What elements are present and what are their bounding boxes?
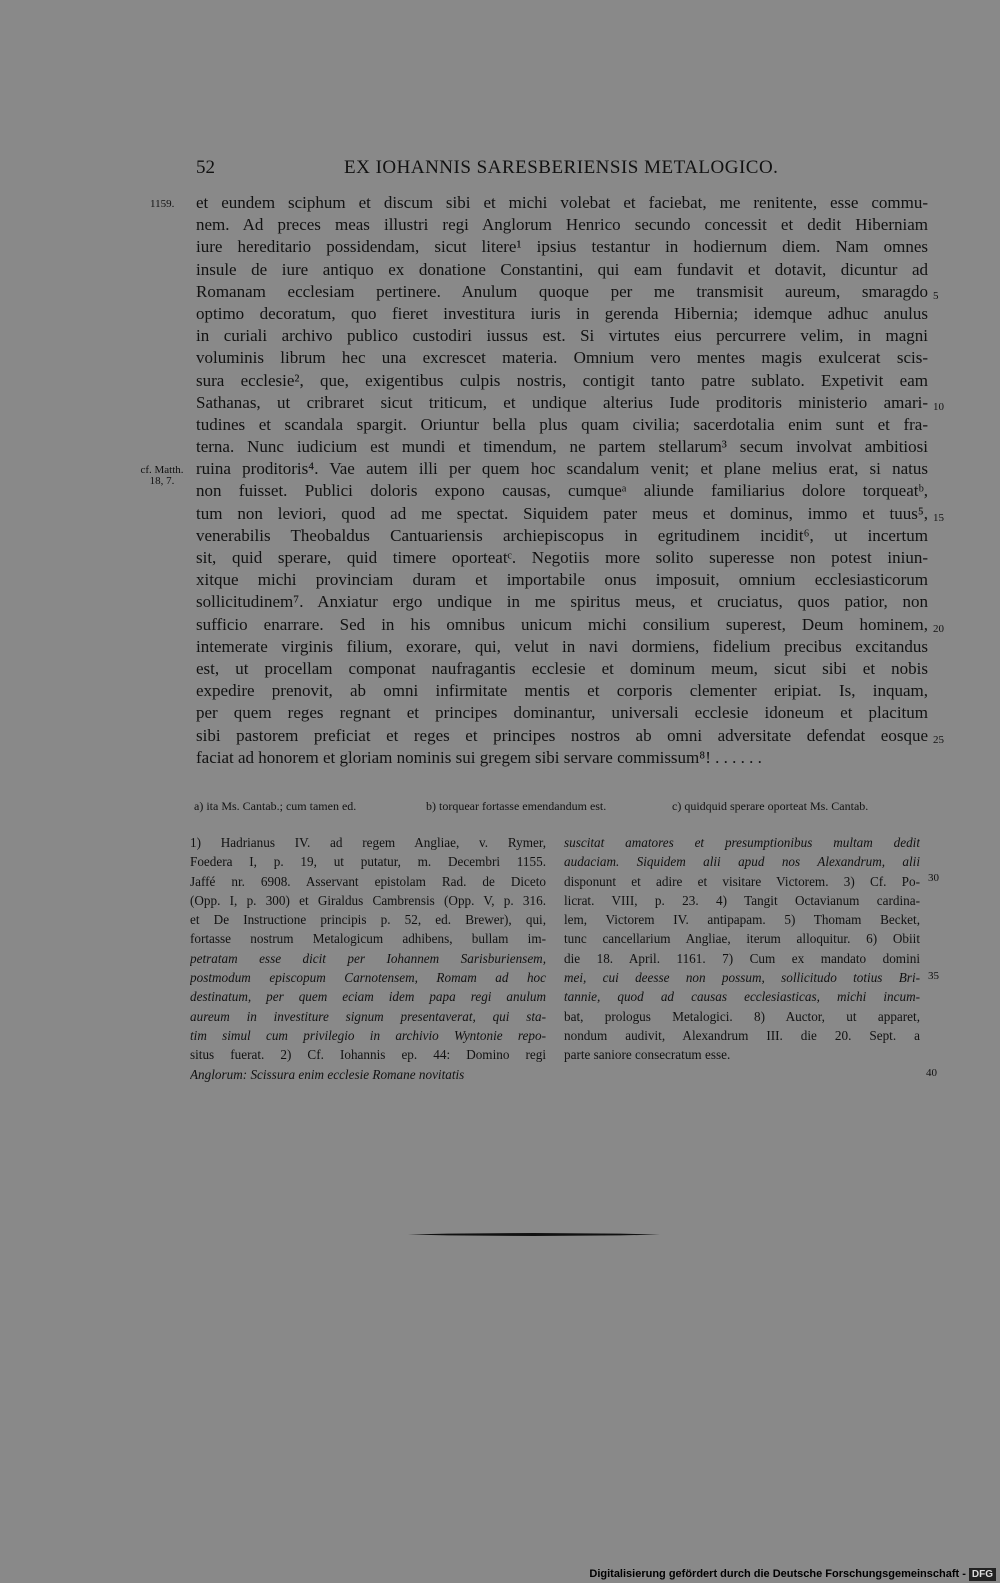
footnote-line: die 18. April. 1161. 7) Cum ex mandato domini — [564, 950, 920, 966]
variant-note-a: a) ita Ms. Cantab.; cum tamen ed. — [194, 799, 357, 813]
text-line: sibi pastorem preficiat et reges et principes nostros ab omni adversitate defendat eosque — [196, 725, 928, 745]
footnote-line: Anglorum: Scissura enim ecclesie Romane novitatis — [190, 1066, 465, 1082]
text-line: nem. Ad preces meas illustri regi Anglorum Henrico secundo concessit et dedit Hiberniam — [196, 215, 928, 235]
footnote-line: 1) Hadrianus IV. ad regem Angliae, v. Rymer, — [190, 835, 546, 850]
footnote-line: mei, cui deesse non possum, sollicitudo totius Bri- — [564, 970, 920, 986]
margin-reference — [134, 465, 190, 487]
line-number-20: 20 — [933, 623, 944, 635]
line-number-15: 15 — [933, 512, 944, 524]
text-line: voluminis librum hec una excrescet materia. Omnium vero mentes magis exulcerat scis- — [196, 348, 928, 368]
footnote-line: suscitat amatores et presumptionibus multam dedit — [564, 835, 920, 850]
text-line: sufficio enarrare. Sed in his omnibus unicum michi consilium superest, Deum hominem, — [196, 614, 928, 634]
margin-reference-line: 18, 7. — [149, 475, 175, 487]
variant-note-b: b) torquear fortasse emendandum est. — [426, 799, 607, 813]
margin-year: 1159. — [150, 198, 175, 210]
text-line: Sathanas, ut cribraret sicut triticum, et undique alterius Iude proditoris ministerio amari- — [196, 392, 928, 412]
text-line: est, ut procellam componat naufragantis ecclesie et dominum meum, sicut sibi et nobis — [196, 658, 928, 678]
footnote-line: bat, prologus Metalogici. 8) Auctor, ut apparet, — [564, 1008, 920, 1024]
text-line: xitque michi provinciam duram et importabile onus imposuit, omnium ecclesiasticorum — [196, 570, 928, 590]
text-line: non fuisset. Publici doloris expono causas, cumqueᵃ aliunde familiarius dolore torqueatᵇ, — [196, 481, 928, 501]
text-line: faciat ad honorem et gloriam nominis sui gregem sibi servare commissum⁸! . . . . . . — [196, 747, 762, 767]
footnote-line: disponunt et adire et visitare Victorem. 3) Cf. Po- — [564, 873, 920, 889]
text-line: sollicitudinem⁷. Anxiatur ergo undique in me spiritus meus, et cruciatus, quos patior, non — [196, 592, 928, 612]
footnote-line: lem, Victorem IV. antipapam. 5) Thomam Becket, — [564, 912, 920, 928]
text-line: tudines et scandala spargit. Oriuntur bella plus quam civilia; sacerdotalia enim sunt et fra- — [196, 414, 928, 434]
footnote-line: tim simul cum privilegio in archivio Wyntonie repo- — [190, 1027, 546, 1043]
margin-reference-line: cf. Matth. — [140, 464, 184, 476]
footnote-line: aureum in investiture signum presentaverat, qui sta- — [190, 1008, 546, 1024]
footnote-line: tunc cancellarium Angliae, iterum alloquitur. 6) Obiit — [564, 931, 920, 947]
footnote-line: (Opp. I, p. 300) et Giraldus Cambrensis (Opp. V, p. 316. — [190, 892, 546, 908]
text-line: terna. Nunc iudicium est mundi et timendum, ne partem stellarum³ secum involvat ambitiosi — [196, 437, 928, 457]
footnote-line: fortasse nostrum Metalogicum adhibens, bullam im- — [190, 931, 546, 947]
main-text — [196, 192, 928, 769]
footnote-line: tannie, quod ad causas ecclesiasticas, michi incum- — [564, 989, 920, 1005]
footnote-line: licrat. VIII, p. 23. 4) Tangit Octavianum cardina- — [564, 892, 920, 908]
footnote-line: et De Instructione principis p. 52, ed. Brewer), qui, — [190, 912, 546, 928]
footnote-line-number-30: 30 — [928, 872, 939, 884]
text-line: insule de iure antiquo ex donatione Constantini, qui eam fundavit et dotavit, dicuntur ad — [196, 259, 928, 279]
footnote-line-number-35: 35 — [928, 970, 939, 982]
footnotes-left-column — [190, 833, 546, 1084]
footnote-line: audaciam. Siquidem alii apud nos Alexandrum, alii — [564, 854, 920, 870]
text-line: tum non leviori, quod ad me spectat. Siquidem pater meus et dominus, immo et tuus⁵, — [196, 503, 928, 523]
footnote-line: Foedera I, p. 19, ut putatur, m. Decembri 1155. — [190, 854, 546, 870]
line-number-10: 10 — [933, 401, 944, 413]
text-line: et eundem sciphum et discum sibi et michi volebat et faciebat, me renitente, esse commu- — [196, 193, 928, 212]
footnote-line: parte saniore consecratum esse. — [564, 1047, 731, 1063]
text-line: Romanam ecclesiam pertinere. Anulum quoque per me transmisit aureum, smaragdo — [196, 281, 928, 301]
footnote-line: petratam esse dicit per Iohannem Sarisburiensem, — [190, 950, 546, 966]
text-line: per quem reges regnant et principes dominantur, universali ecclesie idoneum et placitum — [196, 703, 928, 723]
text-line: sura ecclesie², que, exigentibus culpis nostris, contigit tanto patre sublato. Expetivit eam — [196, 370, 928, 390]
footnote-line: Jaffé nr. 6908. Asservant epistolam Rad. de Diceto — [190, 873, 546, 889]
dfg-logo: DFG — [969, 1568, 996, 1581]
footnote-line-number-40: 40 — [926, 1067, 937, 1079]
text-line: iure hereditario possidendam, sicut litere¹ ipsius testantur in hodiernum diem. Nam omnes — [196, 237, 928, 257]
digitization-footer — [589, 1568, 996, 1581]
line-number-5: 5 — [933, 290, 939, 302]
running-title: EX IOHANNIS SARESBERIENSIS METALOGICO. — [344, 157, 779, 178]
text-line: expedire prenovit, ab omni infirmitate mentis et corporis clementer eripiat. Is, inquam, — [196, 681, 928, 701]
text-line: optimo decoratum, quo fieret investitura iuris in gerenda Hibernia; idemque adhuc anulus — [196, 303, 928, 323]
text-line: ruina proditoris⁴. Vae autem illi per quem hoc scandalum venit; et plane melius erat, si natus — [196, 459, 928, 479]
text-line: venerabilis Theobaldus Cantuariensis archiepiscopus in egritudinem incidit⁶, ut incertum — [196, 525, 928, 545]
variant-note-c: c) quidquid sperare oporteat Ms. Cantab. — [672, 799, 869, 813]
page-number: 52 — [196, 157, 215, 178]
footnote-line: nondum audivit, Alexandrum III. die 20. Sept. a — [564, 1027, 920, 1043]
footnote-line: situs fuerat. 2) Cf. Iohannis ep. 44: Domino regi — [190, 1047, 546, 1063]
text-line: sit, quid sperare, quid timere oporteatᶜ. Negotiis more solito superesse non potest iniun- — [196, 548, 928, 567]
footnotes-right-column — [564, 833, 920, 1065]
decorative-rule — [408, 1233, 660, 1236]
footnote-line: postmodum episcopum Carnotensem, Romam ad hoc — [190, 970, 546, 986]
line-number-25: 25 — [933, 734, 944, 746]
footer-text: Digitalisierung gefördert durch die Deutsche Forschungsgemeinschaft - — [589, 1568, 966, 1580]
footnote-line: destinatum, per quem eciam idem papa regi anulum — [190, 989, 546, 1005]
text-line: intemerate virginis filium, exorare, qui, velut in navi dormiens, fidelium precibus excitandus — [196, 636, 928, 656]
text-line: in curiali archivo publico custodiri iussus est. Si virtutes eius percurrere velim, in magni — [196, 326, 928, 346]
